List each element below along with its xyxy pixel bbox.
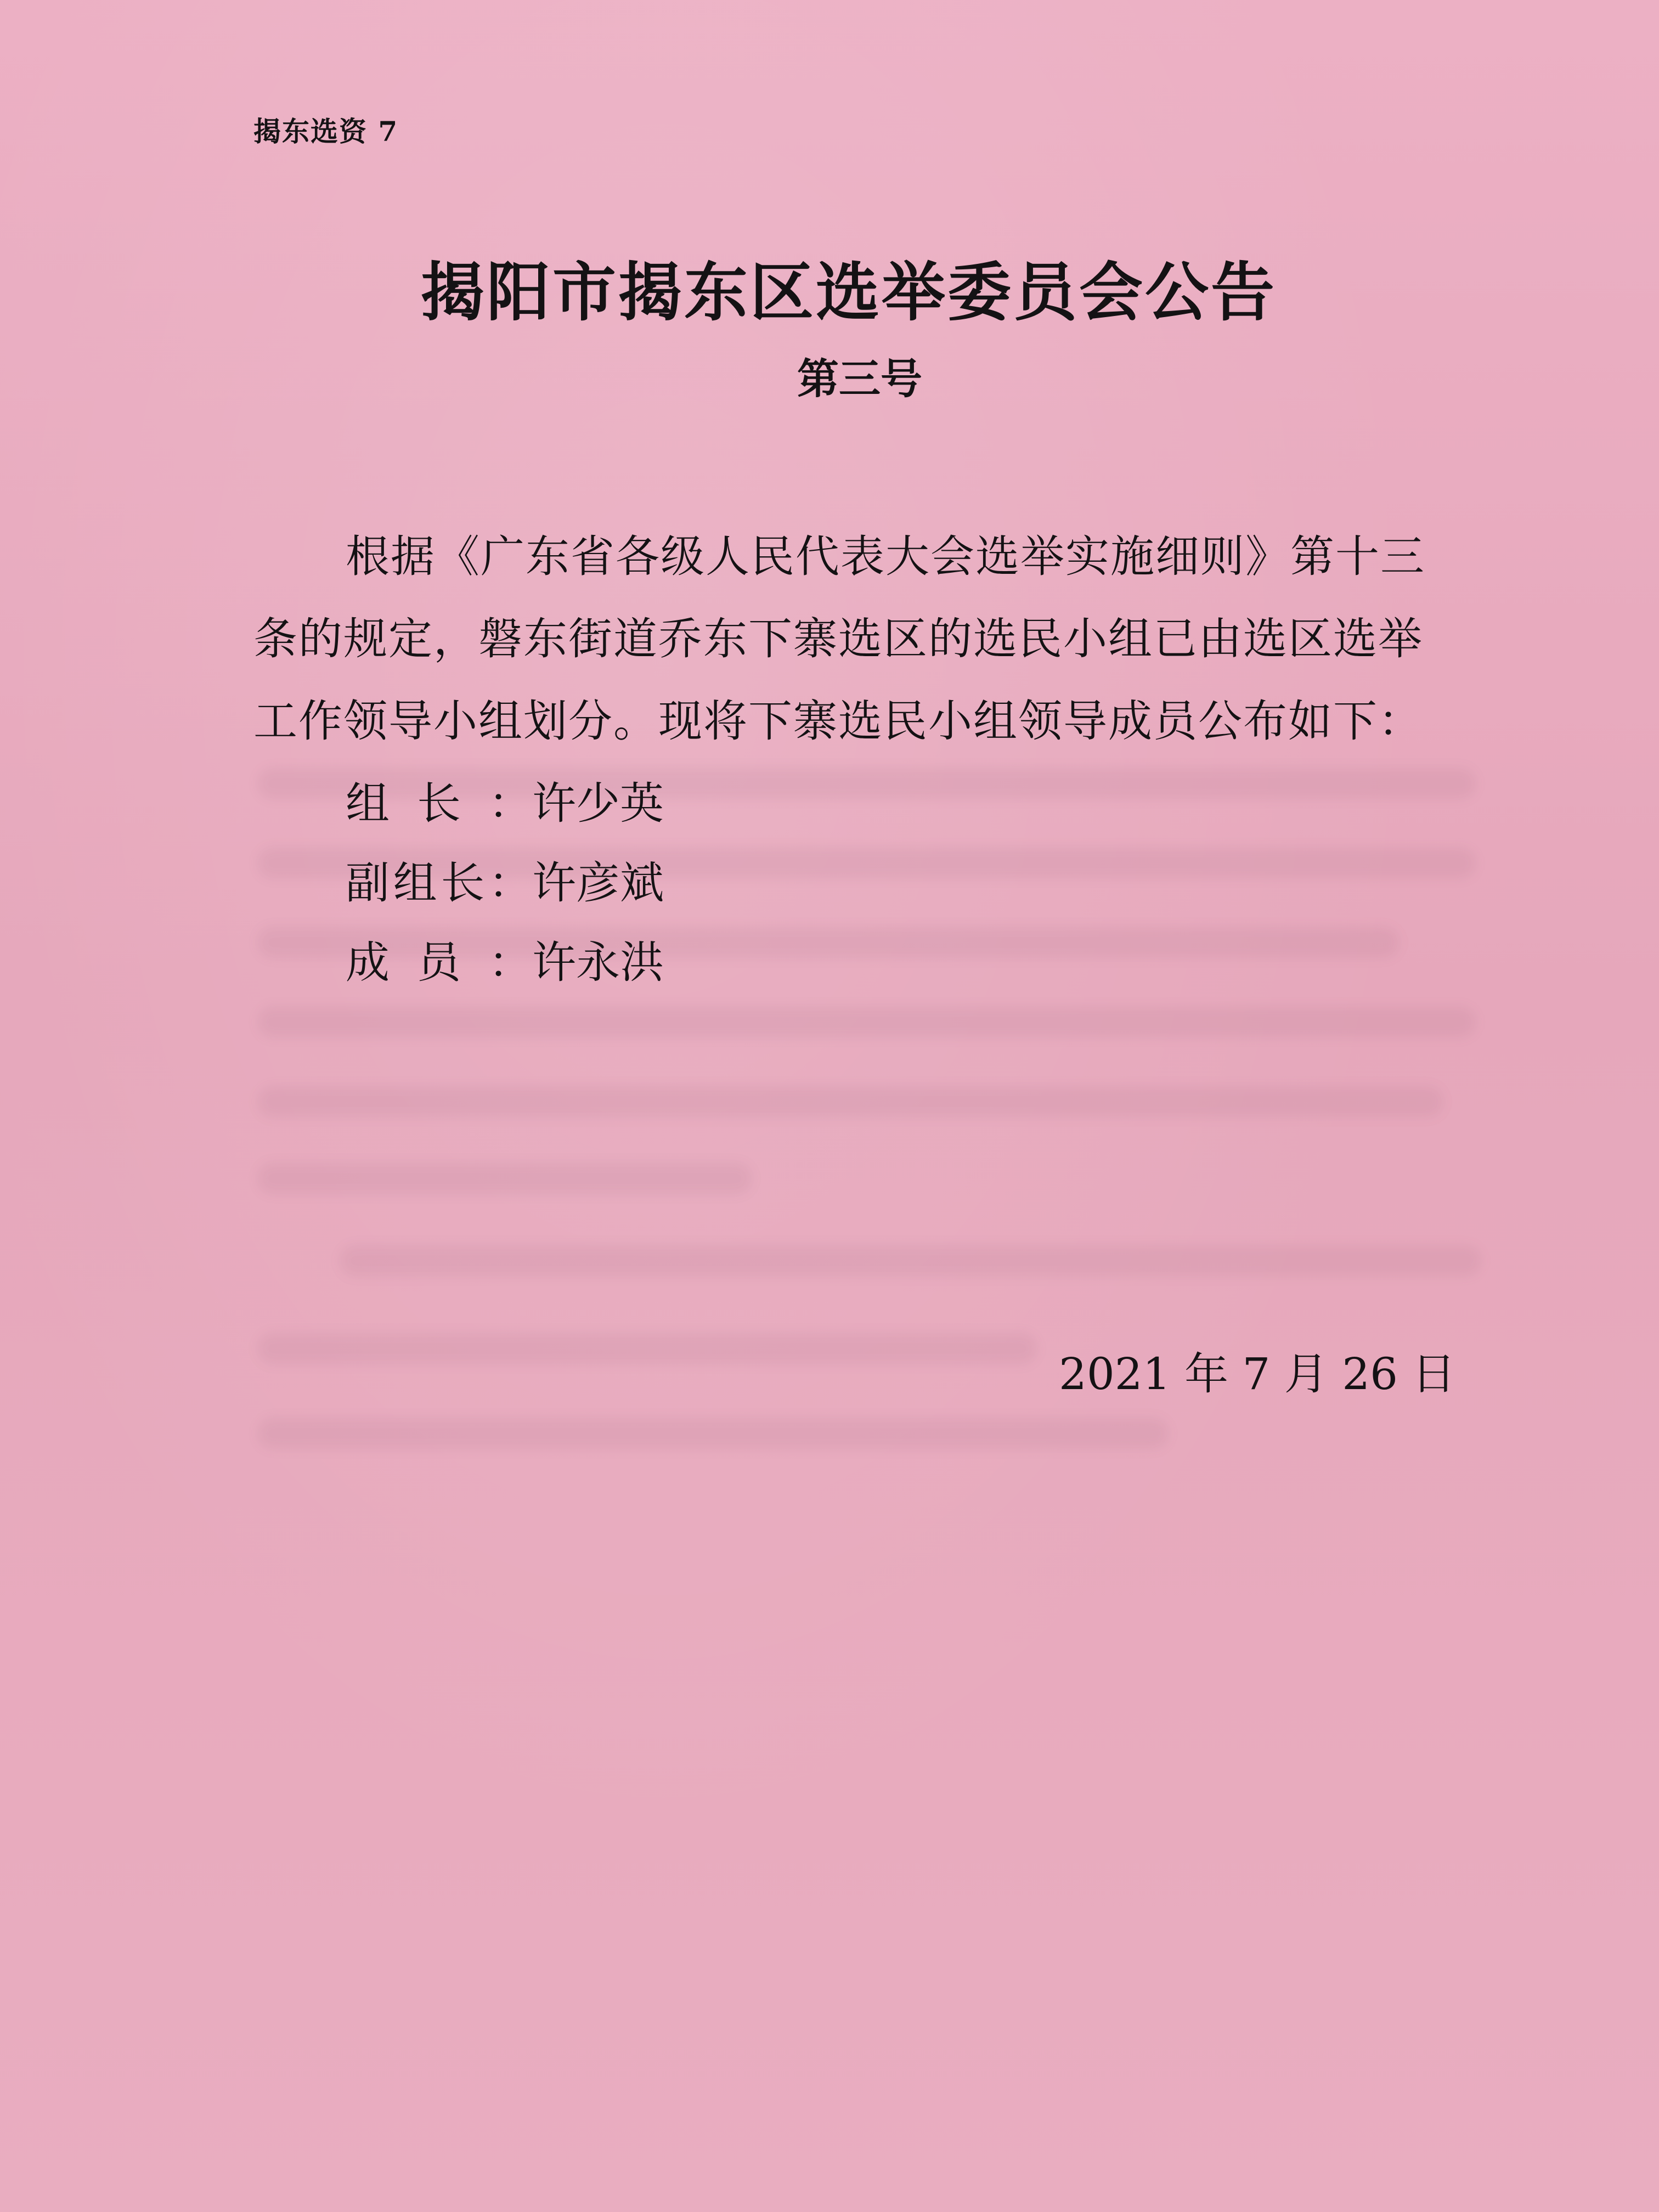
member-row — [346, 927, 664, 990]
member-row — [346, 768, 664, 831]
paragraph-line: 根据《广东省各级人民代表大会选举实施细则》第十三 — [346, 531, 1425, 582]
member-name: 许少英 — [532, 778, 664, 829]
member-row — [346, 848, 664, 911]
page-title: 揭阳市揭东区选举委员会公告 — [421, 256, 1277, 330]
member-name: 许彦斌 — [532, 857, 664, 909]
show-through-text — [340, 1245, 1481, 1276]
paragraph-line: 工作领导小组划分。现将下寨选民小组领导成员公布如下： — [253, 696, 1423, 747]
member-name: 许永洪 — [532, 937, 664, 988]
show-through-text — [258, 1007, 1476, 1037]
document-code: 揭东选资 7 — [253, 115, 399, 148]
show-through-text — [258, 1086, 1443, 1117]
show-through-text — [258, 1163, 752, 1194]
member-role: 组长： — [346, 778, 532, 829]
show-through-text — [258, 1333, 1037, 1364]
member-role: 副组长： — [346, 857, 532, 909]
member-role: 成员： — [346, 937, 532, 988]
paragraph-line: 条的规定，磐东街道乔东下寨选区的选民小组已由选区选举 — [253, 613, 1423, 664]
announcement-number: 第三号 — [797, 354, 922, 403]
show-through-text — [258, 1418, 1169, 1449]
document-date: 2021 年 7 月 26 日 — [1059, 1348, 1456, 1400]
